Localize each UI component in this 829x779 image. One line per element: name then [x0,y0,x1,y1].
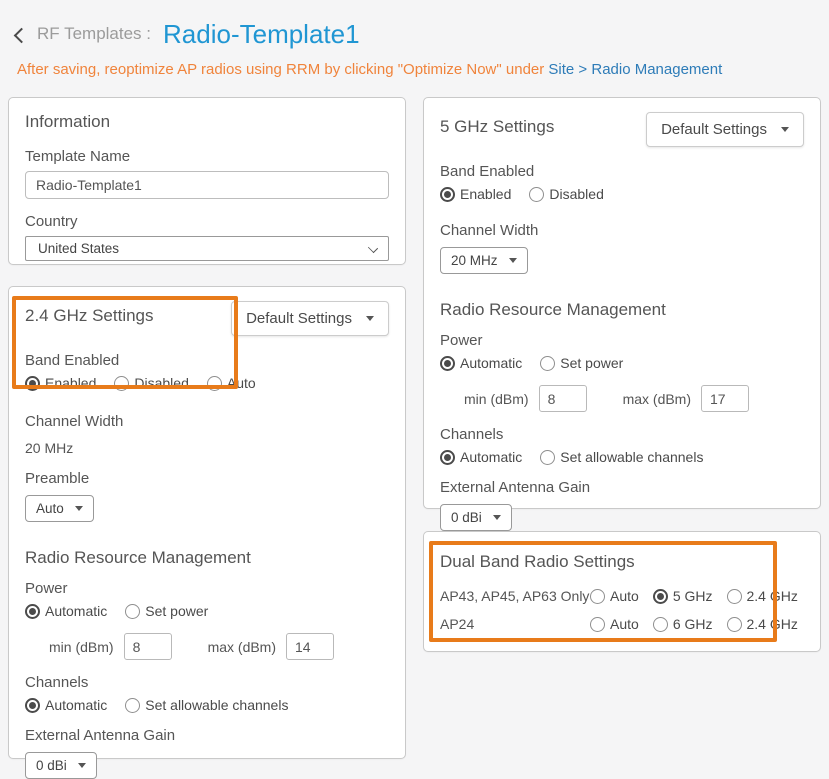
antenna-gain-selected-value: 0 dBi [451,510,482,525]
rrm-title-24: Radio Resource Management [25,548,251,567]
template-name-input[interactable] [25,171,389,199]
max-dbm-input-5[interactable] [701,385,749,412]
radio-option-ap43-5ghz[interactable] [653,588,713,604]
radio-label: 2.4 GHz [746,616,798,632]
radio-label: Automatic [460,355,523,371]
channels-label-5: Channels [440,426,504,443]
radio-label: Automatic [460,449,523,465]
radio-circle-icon [114,376,129,391]
radio-option-5-disabled[interactable] [529,186,603,202]
dual-band-row-label: AP43, AP45, AP63 Only [440,588,590,604]
caret-down-icon [366,316,374,321]
band-5ghz-title: 5 GHz Settings [440,117,555,136]
radio-option-ap24-6ghz[interactable] [653,616,713,632]
power-label-24: Power [25,580,68,597]
radio-circle-icon [207,376,222,391]
radio-label: Auto [610,616,639,632]
information-title: Information [25,112,111,131]
radio-option-5-enabled[interactable] [440,186,511,202]
notice-text: After saving, reoptimize AP radios using RRM by clicking "Optimize Now" under [17,61,545,78]
radio-label: 2.4 GHz [746,588,798,604]
caret-down-icon [781,127,789,132]
radio-circle-icon [529,187,544,202]
band-enabled-label-24: Band Enabled [25,352,120,369]
left-column [8,97,406,773]
radio-circle-icon [440,187,455,202]
radio-label: Disabled [549,186,604,202]
content-columns [8,97,821,773]
antenna-gain-selected-value: 0 dBi [36,758,67,773]
channel-width-value-24: 20 MHz [25,440,74,456]
radio-option-5-channels-automatic[interactable] [440,449,522,465]
dual-band-row-ap24 [440,616,804,632]
radio-label: 5 GHz [672,588,713,604]
band-24ghz-title: 2.4 GHz Settings [25,306,154,325]
rrm-title-5: Radio Resource Management [440,300,666,319]
radio-label: Auto [610,588,639,604]
caret-down-icon [509,258,517,263]
radio-label: 6 GHz [672,616,713,632]
radio-option-ap43-24ghz[interactable] [727,588,798,604]
dual-band-title: Dual Band Radio Settings [440,552,635,571]
preamble-label: Preamble [25,470,90,487]
back-chevron-icon[interactable] [14,27,30,43]
preamble-selected-value: Auto [36,501,64,516]
dual-band-radios-ap24 [590,616,798,632]
dual-band-row-ap43 [440,588,804,604]
band-enabled-radios-24 [25,375,389,391]
radio-label: Disabled [134,375,189,391]
page-header [8,12,821,52]
dual-band-row-label: AP24 [440,616,475,632]
radio-label: Set allowable channels [560,449,704,465]
min-dbm-label-5: min (dBm) [464,390,529,407]
radio-option-5-set-allowable-channels[interactable] [540,449,703,465]
min-dbm-label-24: min (dBm) [49,638,114,655]
radio-label: Enabled [45,375,97,391]
radio-circle-icon [590,617,605,632]
max-dbm-label-5: max (dBm) [622,390,692,407]
radio-option-24-auto[interactable] [207,375,256,391]
channel-width-selected-value: 20 MHz [451,253,498,268]
radio-circle-icon [653,617,668,632]
channel-width-label-5: Channel Width [440,222,539,239]
default-settings-button-5ghz[interactable] [646,112,804,147]
radio-option-5-set-power[interactable] [540,355,623,371]
power-radios-5 [440,355,804,371]
min-dbm-input-24[interactable] [124,633,172,660]
dual-band-panel [423,531,821,652]
power-radios-24 [25,603,389,619]
channels-radios-5 [440,449,804,465]
radio-label: Automatic [45,697,108,713]
max-dbm-label-24: max (dBm) [207,638,277,655]
antenna-gain-dropdown-5[interactable] [440,504,512,531]
default-settings-label: Default Settings [246,310,352,327]
country-select[interactable] [25,236,389,261]
band-enabled-radios-5 [440,186,804,202]
preamble-dropdown[interactable] [25,495,94,522]
radio-circle-icon [25,376,40,391]
radio-circle-icon [653,589,668,604]
caret-down-icon [493,515,501,520]
antenna-gain-label-5: External Antenna Gain [440,479,591,496]
min-dbm-input-5[interactable] [539,385,587,412]
channel-width-dropdown-5[interactable] [440,247,528,274]
radio-option-24-disabled[interactable] [114,375,188,391]
radio-option-24-set-allowable-channels[interactable] [125,697,288,713]
antenna-gain-dropdown-24[interactable] [25,752,97,779]
radio-label: Set allowable channels [145,697,289,713]
radio-circle-icon [25,604,40,619]
default-settings-label: Default Settings [661,121,767,138]
country-label: Country [25,213,78,230]
caret-down-icon [78,763,86,768]
radio-circle-icon [440,450,455,465]
radio-label: Set power [560,355,624,371]
caret-down-icon [75,506,83,511]
channels-label-24: Channels [25,674,89,691]
radio-option-ap24-24ghz[interactable] [727,616,798,632]
radio-label: Enabled [460,186,512,202]
radio-label: Auto [226,375,256,391]
radio-option-ap24-auto[interactable] [590,616,639,632]
radio-option-5-power-automatic[interactable] [440,355,522,371]
radio-option-24-power-automatic[interactable] [25,603,107,619]
radio-option-24-set-power[interactable] [125,603,208,619]
rrm-notice [17,61,821,78]
radio-circle-icon [125,604,140,619]
radio-circle-icon [540,450,555,465]
radio-circle-icon [590,589,605,604]
breadcrumb[interactable]: RF Templates : [37,24,152,43]
radio-circle-icon [540,356,555,371]
band-5ghz-panel [423,97,821,525]
power-minmax-row-5 [464,385,804,412]
radio-label: Set power [145,603,209,619]
default-settings-button-24ghz[interactable] [231,301,389,336]
radio-circle-icon [727,617,742,632]
chevron-down-icon [368,243,378,253]
information-panel [8,97,406,265]
max-dbm-input-24[interactable] [286,633,334,660]
radio-label: Automatic [45,603,108,619]
radio-circle-icon [440,356,455,371]
radio-option-ap43-auto[interactable] [590,588,639,604]
dual-band-radios-ap43 [590,588,798,604]
template-name-label: Template Name [25,148,131,165]
radio-option-24-channels-automatic[interactable] [25,697,107,713]
power-label-5: Power [440,332,483,349]
channels-radios-24 [25,697,389,713]
radio-circle-icon [125,698,140,713]
radio-circle-icon [727,589,742,604]
country-selected-value: United States [38,241,120,256]
right-column [423,97,821,652]
band-24ghz-panel [8,286,406,773]
page-title: Radio-Template1 [163,18,360,49]
antenna-gain-label-24: External Antenna Gain [25,727,176,744]
radio-option-24-enabled[interactable] [25,375,96,391]
band-enabled-label-5: Band Enabled [440,163,535,180]
power-minmax-row-24 [49,633,389,660]
notice-link-radio-management[interactable]: Site > Radio Management [548,61,723,78]
channel-width-label-24: Channel Width [25,413,124,430]
radio-circle-icon [25,698,40,713]
